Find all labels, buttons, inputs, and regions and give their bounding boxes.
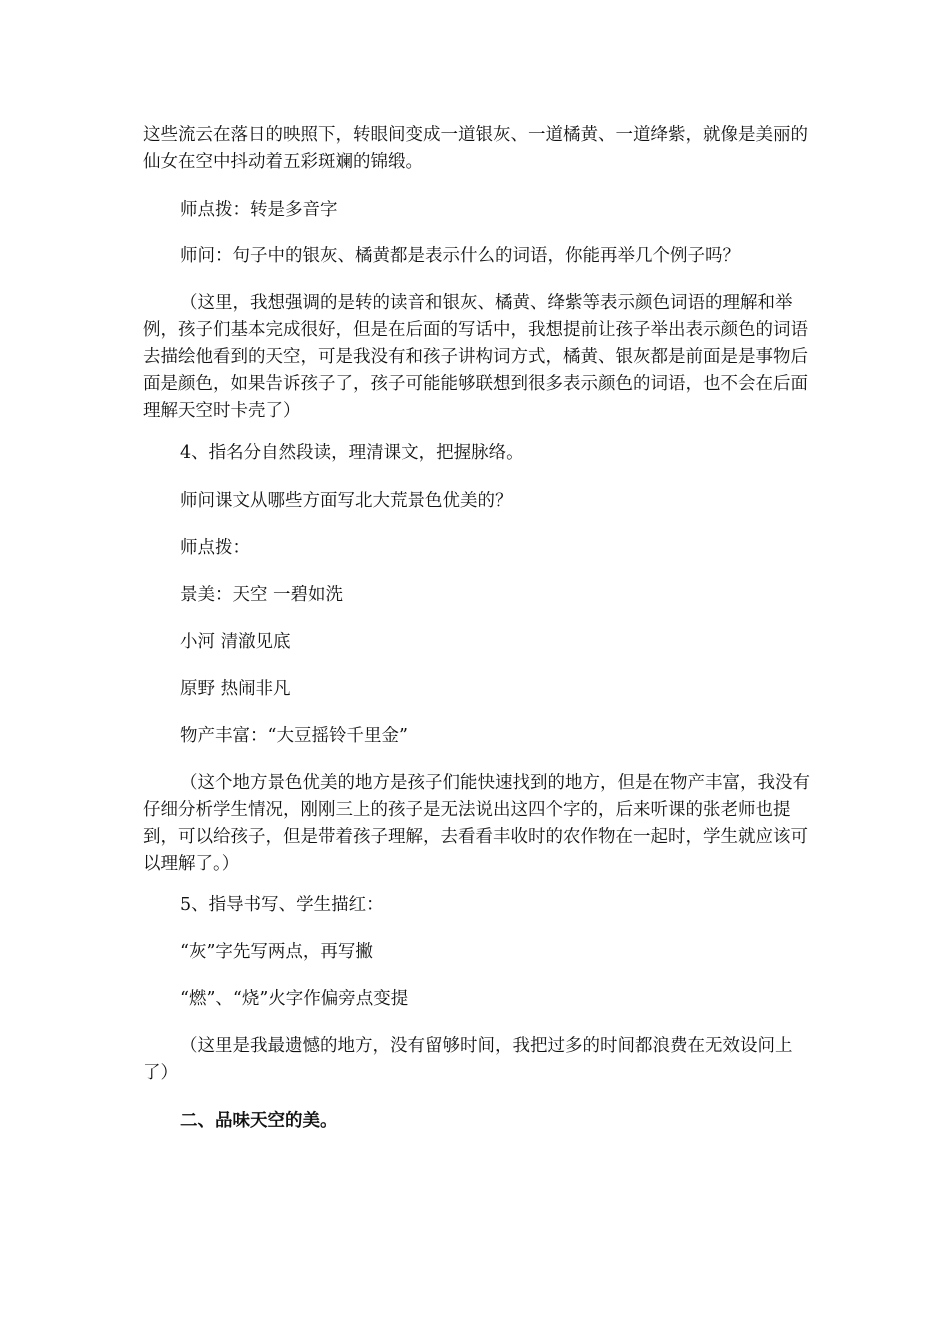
paragraph-reflection-regret: （这里是我最遗憾的地方，没有留够时间，我把过多的时间都浪费在无效设问上了） <box>143 1036 793 1083</box>
paragraph-scenery-river: 小河 清澈见底 <box>180 632 291 652</box>
paragraph-scenery-field: 原野 热闹非凡 <box>180 679 291 699</box>
paragraph-step-4: 4、指名分自然段读，理清课文，把握脉络。 <box>180 443 524 463</box>
paragraph-teacher-question-colors: 师问：句子中的银灰、橘黄都是表示什么的词语，你能再举几个例子吗？ <box>180 246 740 266</box>
section-heading-sky-beauty: 二、品味天空的美。 <box>180 1111 338 1131</box>
paragraph-rich-products: 物产丰富：“大豆摇铃千里金” <box>180 726 408 746</box>
paragraph-reflection-products: （这个地方景色优美的地方是孩子们能快速找到的地方，但是在物产丰富，我没有仔细分析学生情况，刚刚三上的孩子是无法说出这四个字的，后来听课的张老师也提到，可以给孩子，但是带着孩子理解，去看看丰收时的农作物在一起时，学生就应该可以理解了。） <box>143 773 810 874</box>
paragraph-writing-ran-shao: “燃”、“烧”火字作偏旁点变提 <box>180 989 409 1009</box>
paragraph-step-5: 5、指导书写、学生描红： <box>180 895 384 915</box>
paragraph-writing-hui: “灰”字先写两点，再写撇 <box>180 942 373 962</box>
paragraph-reflection-colors: （这里，我想强调的是转的读音和银灰、橘黄、绛紫等表示颜色词语的理解和举例，孩子们基本完成很好，但是在后面的写话中，我想提前让孩子举出表示颜色的词语去描绘他看到的天空，可是我没有和孩子讲构词方式，橘黄、银灰都是前面是是事物后面是颜色，如果告诉孩子了，孩子可能能够联想到很多表示颜色的词语，也不会在后面理解天空时卡壳了） <box>143 293 808 421</box>
paragraph-sunset-clouds: 这些流云在落日的映照下，转眼间变成一道银灰、一道橘黄、一道绛紫，就像是美丽的仙女在空中抖动着五彩斑斓的锦缎。 <box>143 125 808 172</box>
paragraph-teacher-tip: 师点拨： <box>180 538 250 558</box>
paragraph-teacher-question-beauty: 师问课文从哪些方面写北大荒景色优美的？ <box>180 491 513 511</box>
paragraph-teacher-tip-polyphone: 师点拨：转是多音字 <box>180 200 338 220</box>
paragraph-scenery-sky: 景美：天空 一碧如洗 <box>180 585 344 605</box>
